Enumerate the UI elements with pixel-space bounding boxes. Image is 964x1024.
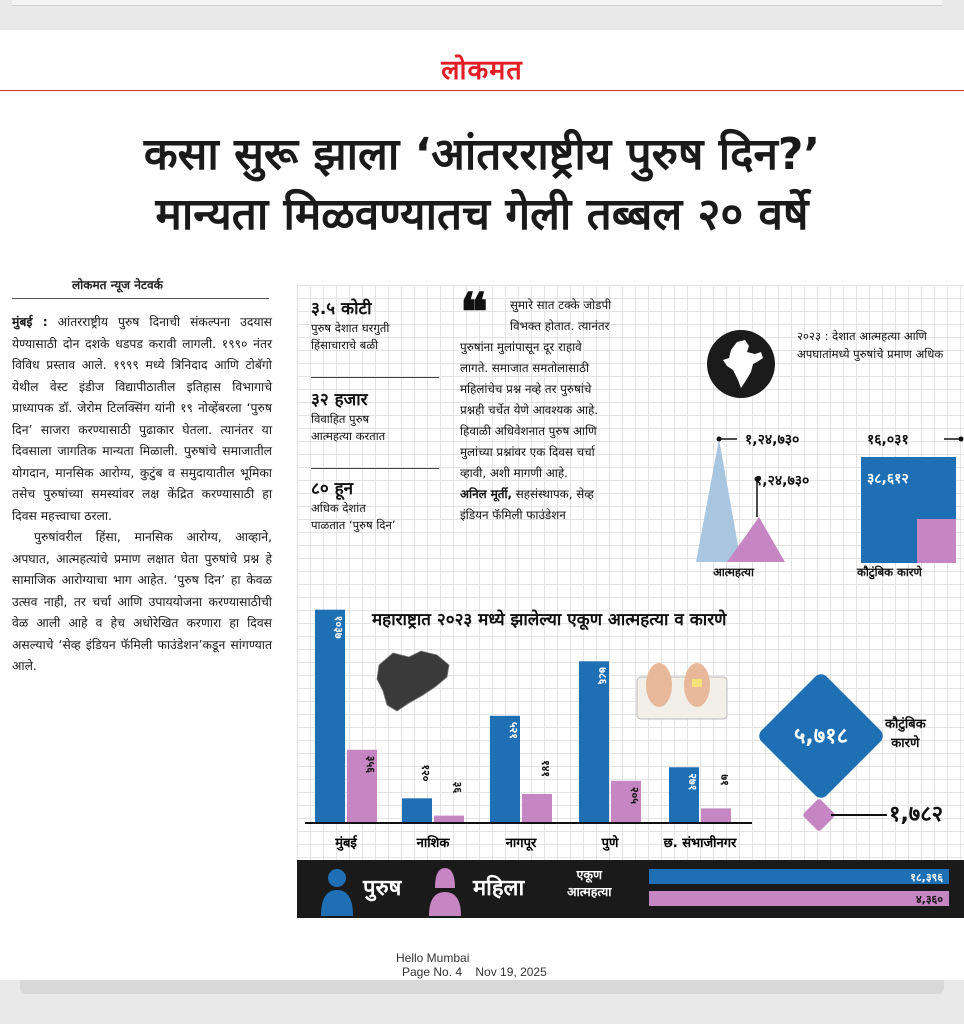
stat-text: विवाहित पुरुष	[311, 412, 370, 426]
bar-label: ३५६	[364, 755, 377, 773]
quote-line: व्हावी, अशी मागणी आहे.	[460, 466, 568, 480]
bar-label: २७१	[686, 773, 699, 791]
dateline: मुंबई :	[12, 315, 48, 329]
newspaper-page	[0, 30, 964, 980]
feet-illustration-icon	[637, 663, 727, 719]
x-tick-label: छ. संभाजीनगर	[663, 836, 737, 851]
maharashtra-bar-chart	[297, 585, 767, 860]
bar-male-3	[579, 661, 609, 823]
family-causes-label-line: कौटुंबिक	[885, 717, 926, 732]
legend-female-label: महिला	[473, 876, 525, 901]
family-causes-label	[885, 715, 926, 753]
bar-label: ७८६	[596, 667, 609, 685]
stat-value: ३२ हजार	[311, 390, 368, 410]
stat-countries	[311, 478, 439, 534]
bar-label: १२०	[419, 764, 432, 782]
legend-total-line: आत्महत्या	[567, 884, 612, 899]
article-text-1: आंतरराष्ट्रीय पुरुष दिनाची संकल्पना उदयास येण्यासाठी दोन दशके धडपड करावी लागली. १९९० नंतर विविध प्रस्ताव आले. १९९९ मध्ये त्रिनिदाद आणि टोबॅगो येथील वेस्ट इंडीज विद्यापीठातील इतिहास विभागाचे प्राध्यापक डॉ. जेरोम टिलक्सिंग यांनी १९ नोव्हेंबरला ‘पुरुष दिन’ साजरा करण्यासाठी पुढाकार घेतला. त्यानंतर या दिवसाला जागतिक मान्यता मिळाली. पुरुषांचे समाजातील योगदान, मानसिक आरोग्य, कुटुंब व समुदायातील भूमिका तसेच पुरुषांच्या समस्यांवर लक्ष केंद्रित करण्यासाठी हा दिवस महत्त्वाचा ठरला.	[12, 315, 272, 523]
male-person-icon	[317, 866, 357, 916]
total-value-label: १८,३९६	[910, 871, 943, 884]
x-tick-label: नागपूर	[505, 836, 537, 851]
bar-label: २०५	[628, 786, 641, 805]
headline	[0, 125, 964, 245]
article-body	[12, 312, 272, 678]
stat-text: पुरुष देशात घरगुती	[311, 321, 390, 335]
bar-label: १४१	[539, 759, 552, 778]
total-value-label: ४,३६०	[915, 893, 943, 906]
stat-value: ३.५ कोटी	[311, 299, 372, 319]
bar-label: ७१	[718, 774, 731, 786]
family-causes-male-value: ५,७१८	[793, 724, 849, 749]
quote-mark-icon: ❝	[460, 282, 488, 343]
quote-line: लागते. समाजात समतोलासाठी	[460, 361, 590, 375]
legend-male-label: पुरुष	[363, 876, 402, 901]
family-male-label: १६,०३१	[867, 432, 909, 448]
family-caption: कौटुंबिक कारणे	[857, 565, 922, 579]
pull-quote	[460, 282, 675, 526]
bar-label: ३६	[451, 781, 464, 794]
quote-line: सुमारे सात टक्के जोडपी	[510, 298, 612, 312]
article-paragraph-2: पुरुषांवरील हिंसा, मानसिक आरोग्य, आव्हाने, अपघात, आत्महत्यांचे प्रमाण लक्षात घेता पुरुषांचे प्रश्न हे सामाजिक आरोग्याचा भाग आहेत. ‘पुरुष दिन’ हा केवळ उत्सव नाही, तर चर्चा आणि उपाययोजना करण्यासाठीची वेळ आली आहे व हेच अधोरेखित करणारा हा दिवस असल्याचे ‘सेव्ह इंडियन फॅमिली फाउंडेशन’कडून सांगण्यात आले.	[12, 530, 272, 673]
total-female-bar	[649, 891, 949, 906]
stat-text: पाळतात ‘पुरुष दिन’	[311, 518, 396, 532]
quote-role: सहसंस्थापक, सेव्ह	[512, 487, 594, 501]
quote-line: महिलांचेच प्रश्न नव्हे तर पुरुषांचे	[460, 382, 592, 396]
india-map-icon	[707, 330, 775, 398]
maharashtra-map-icon	[377, 651, 449, 711]
family-causes-pointer	[831, 814, 887, 816]
stat-text: अधिक देशांत	[311, 501, 366, 515]
female-person-icon	[425, 866, 465, 916]
stat-married-suicides	[311, 389, 439, 445]
national-note: २०२३ : देशात आत्महत्या आणि अपघातांमध्ये पुरुषांचे प्रमाण अधिक	[797, 329, 944, 361]
byline: लोकमत न्यूज नेटवर्क	[72, 278, 163, 292]
chart-title: महाराष्ट्रात २०२३ मध्ये झालेल्या एकूण आत्महत्या व कारणे	[372, 610, 727, 630]
family-causes-female-value: १,७८२	[889, 802, 944, 827]
legend-total-label	[567, 866, 612, 900]
article-paragraph-1	[12, 312, 272, 527]
x-tick-label: मुंबई	[335, 836, 357, 851]
family-causes-label-line: कारणे	[891, 736, 920, 751]
masthead-rule	[0, 90, 964, 91]
byline-rule	[12, 298, 269, 299]
quote-org: इंडियन फॅमिली फाउंडेशन	[460, 508, 566, 522]
suicide-male-label: १,२४,७३०	[745, 432, 800, 448]
legend-total-line: एकूण	[576, 867, 603, 882]
stat-text: हिंसाचाराचे बळी	[311, 338, 379, 352]
footer-line: Hello Mumbai	[396, 951, 470, 965]
total-suicides-bars	[649, 865, 964, 915]
quote-line: मुलांच्या प्रश्नांवर एक दिवस चर्चा	[460, 445, 595, 459]
pointer-dot	[959, 437, 964, 442]
total-male-bar	[649, 869, 949, 884]
family-female-label: ३८,६१२	[867, 471, 909, 487]
infographic	[297, 282, 964, 906]
headline-line-2: मान्यता मिळवण्यातच गेली तब्बल २० वर्षे	[155, 189, 809, 240]
bar-label: १०३७	[332, 615, 345, 639]
quote-line: प्रश्नही चर्चेत येणे आवश्यक आहे.	[460, 403, 599, 417]
bar-female-2	[522, 794, 552, 823]
masthead-logo: लोकमत	[441, 55, 523, 86]
suicide-caption: आत्महत्या	[713, 565, 754, 579]
stat-rule	[311, 377, 439, 378]
stat-text: आत्महत्या करतात	[311, 429, 386, 443]
stat-rule	[311, 468, 439, 469]
bar-male-0	[315, 610, 345, 823]
bar-female-1	[434, 816, 464, 823]
stat-domestic-violence	[311, 298, 439, 354]
quote-line: विभक्त होतात. त्यानंतर	[510, 319, 610, 333]
quote-line: पुरुषांना मुलांपासून दूर राहावे	[460, 340, 582, 354]
suicide-male-triangle	[696, 439, 741, 562]
stat-value: ८० हून	[311, 479, 354, 499]
x-tick-label: पुणे	[601, 836, 619, 851]
headline-line-1: कसा सुरू झाला ‘आंतरराष्ट्रीय पुरुष दिन?’	[143, 129, 821, 180]
quote-line: हिवाळी अधिवेशनात पुरुष आणि	[460, 424, 597, 438]
bar-female-4	[701, 808, 731, 823]
family-female-box	[917, 519, 956, 563]
quote-author: अनिल मूर्ती,	[460, 487, 513, 501]
legend-bar	[297, 860, 964, 918]
suicide-female-label: १,२४,७३०	[755, 473, 810, 489]
bar-label: ५२१	[507, 721, 520, 739]
national-comparison-chart	[689, 427, 964, 582]
x-tick-label: नाशिक	[416, 836, 450, 851]
page-shadow	[20, 980, 944, 994]
pointer-dot	[717, 437, 722, 442]
bar-male-1	[402, 798, 432, 823]
footer-line: Page No. 4 Nov 19, 2025	[402, 965, 547, 979]
